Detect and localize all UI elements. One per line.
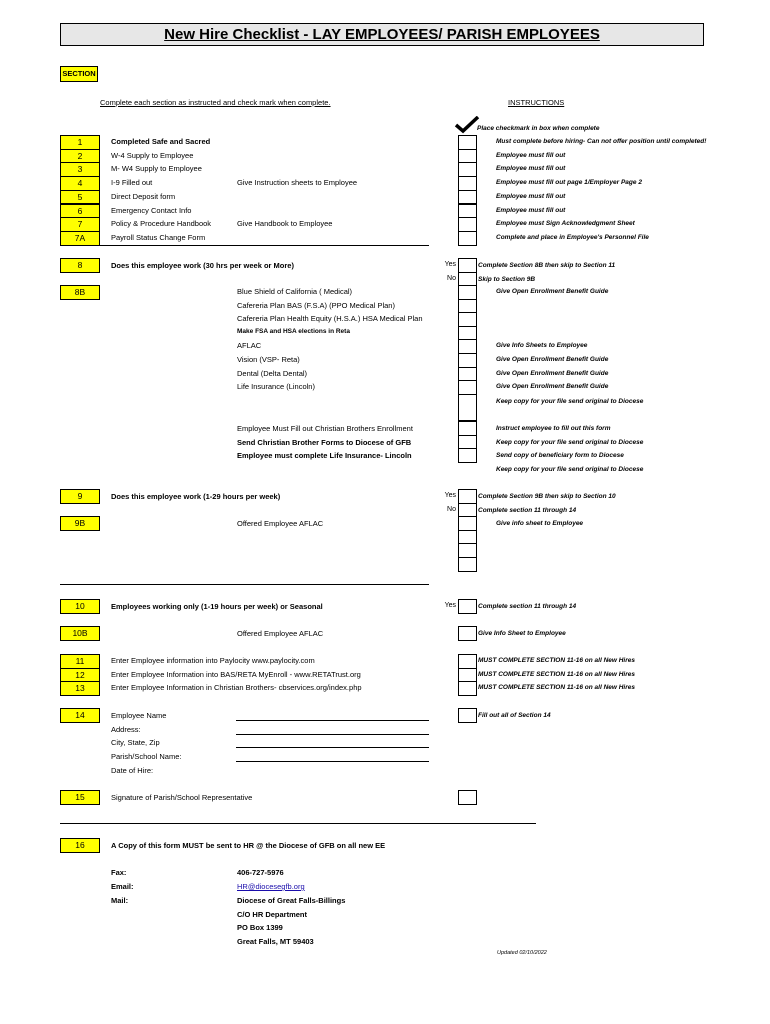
fax-label: Fax: (111, 868, 127, 877)
system-entry-checkbox[interactable] (458, 654, 477, 669)
checklist-item: Emergency Contact Info (111, 205, 192, 215)
updated-date: Updated 02/10/2022 (497, 950, 547, 956)
section-number-10b: 10B (60, 626, 100, 641)
section-10b-checkbox[interactable] (458, 626, 477, 641)
section-8-yes-instruction: Complete Section 8B then skip to Section 11 (478, 262, 616, 269)
cb-checkbox[interactable] (458, 448, 477, 463)
section-9-yes-instruction: Complete Section 9B then skip to Section 10 (478, 493, 616, 500)
cb-instruction: Send copy of beneficiary form to Diocese (496, 452, 624, 460)
checklist-instruction: Employee must fill out (496, 206, 566, 214)
checklist-item: Completed Safe and Sacred (111, 137, 211, 146)
section-number: 13 (60, 681, 100, 696)
system-entry-item: Enter Employee Information in Christian Brothers- cbservices.org/index.php (111, 683, 362, 693)
section-1-underline (98, 245, 429, 246)
section-8-question: Does this employee work (30 hrs per week or More) (111, 261, 294, 270)
section-9-no-label: No (447, 506, 456, 513)
section-10b-instruction: Give Info Sheet to Employee (478, 630, 566, 637)
employee-field-label: Date of Hire: (111, 765, 154, 775)
benefit-item: Make FSA and HSA elections in Reta (237, 327, 350, 335)
section-8-no-instruction: Skip to Section 9B (478, 276, 536, 283)
checklist-instruction: Complete and place in Employee's Personnel File (496, 233, 649, 241)
checklist-instruction: Employee must fill out (496, 192, 566, 200)
checklist-note: Give Instruction sheets to Employee (237, 178, 358, 188)
signature-label: Signature of Parish/School Representative (111, 793, 253, 802)
benefit-instruction: Give Open Enrollment Benefit Guide (496, 383, 609, 391)
checklist-instruction: Employee must fill out page 1/Employer Page 2 (496, 179, 642, 187)
section-number: 1 (60, 135, 100, 150)
cb-item: Employee Must Fill out Christian Brothers Enrollment (237, 424, 413, 433)
section-9-no-instruction: Complete section 11 through 14 (478, 507, 577, 514)
employee-field-label: Parish/School Name: (111, 752, 182, 762)
checklist-checkbox[interactable] (458, 204, 477, 219)
checklist-instruction: Employee must Sign Acknowledgment Sheet (496, 220, 635, 228)
benefit-instruction: Give Open Enrollment Benefit Guide (496, 288, 609, 295)
mail-address-line: Great Falls, MT 59403 (237, 937, 314, 947)
section-10-question: Employees working only (1-19 hours per week) or Seasonal (111, 602, 323, 611)
system-entry-instruction: MUST COMPLETE SECTION 11-16 on all New Hires (478, 657, 635, 664)
benefit-item: Vision (VSP- Reta) (237, 355, 300, 364)
system-entry-instruction: MUST COMPLETE SECTION 11-16 on all New Hires (478, 684, 635, 692)
section-10b-item: Offered Employee AFLAC (237, 629, 324, 638)
section-9-yes-label: Yes (444, 492, 456, 499)
employee-field-label: Employee Name (111, 711, 167, 720)
benefit-item: Dental (Delta Dental) (237, 368, 308, 378)
mail-label: Mail: (111, 896, 129, 905)
section-9-question: Does this employee work (1-29 hours per week) (111, 492, 281, 501)
section-number-8: 8 (60, 258, 100, 273)
benefit-checkbox[interactable] (458, 380, 477, 395)
section-number-8b: 8B (60, 285, 100, 300)
benefit-item: Cafereria Plan Health Equity (H.S.A.) HSA Medical Plan (237, 314, 423, 324)
benefit-instruction: Give Open Enrollment Benefit Guide (496, 356, 609, 363)
section-number-16: 16 (60, 838, 100, 853)
section-8-no-label: No (447, 275, 456, 282)
employee-field-label: Address: (111, 724, 141, 734)
employee-field-line[interactable] (236, 734, 429, 735)
checklist-checkbox[interactable] (458, 149, 477, 164)
section-number: 6 (60, 204, 100, 219)
section-9-divider (60, 584, 429, 585)
mail-address-line: PO Box 1399 (237, 923, 283, 933)
checklist-checkbox[interactable] (458, 231, 477, 246)
system-entry-instruction: MUST COMPLETE SECTION 11-16 on all New Hires (478, 670, 635, 678)
section-number-9: 9 (60, 489, 100, 504)
section-9b-checkbox[interactable] (458, 557, 477, 572)
section-14-instruction: Fill out all of Section 14 (478, 712, 551, 719)
checklist-item: M- W4 Supply to Employee (111, 164, 202, 174)
benefit-item: AFLAC (237, 341, 262, 351)
place-checkmark-note: Place checkmark in box when complete (477, 125, 600, 132)
checklist-checkbox[interactable] (458, 190, 477, 205)
checklist-checkbox[interactable] (458, 135, 477, 150)
mail-address-line: Diocese of Great Falls-Billings (237, 896, 346, 905)
benefit-instruction: Give Open Enrollment Benefit Guide (496, 369, 609, 377)
checklist-item: Payroll Status Change Form (111, 232, 206, 242)
section-number: 4 (60, 176, 100, 191)
section-number: 12 (60, 668, 100, 683)
cb-instruction: Instruct employee to fill out this form (496, 425, 611, 432)
signature-line (60, 823, 536, 824)
section-number-15: 15 (60, 790, 100, 805)
cb-item: Employee must complete Life Insurance- Lincoln (237, 451, 412, 461)
section-9-yes-checkbox[interactable] (458, 489, 477, 504)
employee-field-line[interactable] (236, 761, 429, 762)
benefit-instruction: Give Info Sheets to Employee (496, 342, 588, 350)
section-14-checkbox[interactable] (458, 708, 477, 723)
instructions-header-left: Complete each section as instructed and check mark when complete. (100, 98, 331, 107)
checklist-checkbox[interactable] (458, 217, 477, 232)
section-number: 5 (60, 190, 100, 205)
section-8-yes-label: Yes (444, 261, 456, 268)
instructions-header-right: INSTRUCTIONS (508, 98, 565, 107)
benefit-item: Blue Shield of California ( Medical) (237, 287, 353, 296)
system-entry-checkbox[interactable] (458, 681, 477, 696)
checklist-note: Give Handbook to Employee (237, 219, 333, 229)
section-16-label: A Copy of this form MUST be sent to HR @ the Diocese of GFB on all new EE (111, 841, 386, 850)
benefit-spacer-box (458, 394, 477, 421)
section-15-checkbox[interactable] (458, 790, 477, 805)
section-9b-item: Offered Employee AFLAC (237, 519, 324, 528)
section-number: 2 (60, 149, 100, 164)
checklist-item: Policy & Procedure Handbook (111, 219, 212, 229)
section-number: 3 (60, 162, 100, 177)
page-title: New Hire Checklist - LAY EMPLOYEES/ PARISH EMPLOYEES (60, 23, 704, 46)
checklist-item: W-4 Supply to Employee (111, 150, 194, 160)
section-number-10: 10 (60, 599, 100, 614)
mail-address-line: C/O HR Department (237, 909, 308, 919)
section-number: 7 (60, 217, 100, 232)
section-8-yes-checkbox[interactable] (458, 258, 477, 273)
employee-field-label: City, State, Zip (111, 738, 160, 748)
section-number-9b: 9B (60, 516, 100, 531)
section-label: SECTION (60, 66, 98, 82)
keep-copy-instruction: Keep copy for your file send original to Diocese (496, 398, 644, 405)
section-9b-instruction: Give info sheet to Employee (496, 520, 584, 527)
checklist-instruction: Employee must fill out (496, 165, 566, 173)
section-number: 11 (60, 654, 100, 669)
checklist-instruction: Employee must fill out (496, 151, 566, 159)
employee-field-line[interactable] (236, 747, 429, 748)
email-link[interactable]: HR@diocesegfb.org (237, 882, 305, 891)
section-number: 7A (60, 231, 100, 246)
checklist-item: I-9 Filled out (111, 178, 153, 188)
section-number-14: 14 (60, 708, 100, 723)
fax-number: 406-727-5976 (237, 868, 284, 877)
section-10-instruction: Complete section 11 through 14 (478, 603, 577, 610)
employee-field-line[interactable] (236, 720, 429, 721)
system-entry-checkbox[interactable] (458, 668, 477, 683)
cb-instruction: Keep copy for your file send original to Diocese (496, 438, 644, 446)
system-entry-item: Enter Employee Information into BAS/RETA MyEnroll - www.RETATrust.org (111, 669, 361, 679)
section-10-checkbox[interactable] (458, 599, 477, 614)
benefit-item: Cafereria Plan BAS (F.S.A) (PPO Medical Plan) (237, 300, 395, 310)
checklist-item: Direct Deposit form (111, 191, 176, 201)
cb-instruction: Keep copy for your file send original to Diocese (496, 465, 644, 473)
email-label: Email: (111, 882, 134, 891)
checklist-instruction: Must complete before hiring- Can not offer position until completed! (496, 138, 707, 145)
checklist-checkbox[interactable] (458, 162, 477, 177)
cb-item: Send Christian Brother Forms to Diocese of GFB (237, 437, 412, 447)
checklist-checkbox[interactable] (458, 176, 477, 191)
section-10-yes-label: Yes (444, 602, 456, 609)
benefit-item: Life Insurance (Lincoln) (237, 382, 315, 392)
system-entry-item: Enter Employee information into Paylocity www.paylocity.com (111, 656, 315, 665)
